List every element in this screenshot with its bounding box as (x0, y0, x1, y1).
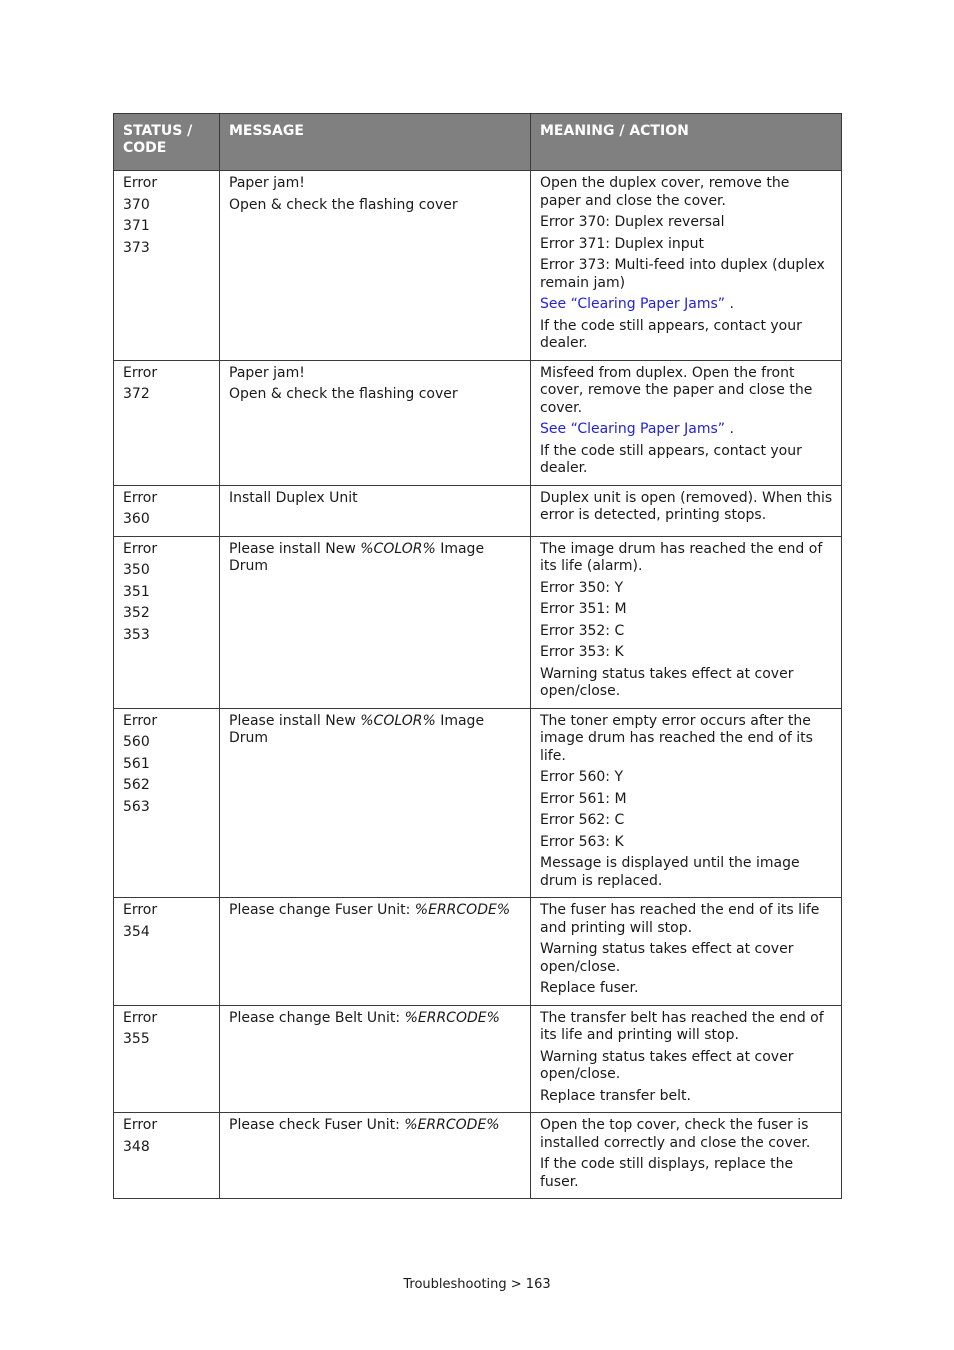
table-row (114, 898, 842, 1006)
meaning-cell (531, 1113, 842, 1199)
text-segment: Error 561: M (540, 790, 627, 807)
meaning-paragraph (540, 214, 833, 232)
table-row (114, 536, 842, 708)
meaning-paragraph (540, 1088, 833, 1106)
table-row (114, 360, 842, 485)
text-segment: Replace transfer belt. (540, 1087, 691, 1104)
error-code: 350 (123, 562, 150, 578)
text-segment: If the code still displays, replace the fuser. (540, 1156, 794, 1190)
text-segment: Error 353: K (540, 644, 624, 660)
error-code: 351 (123, 583, 150, 600)
message-cell (220, 1005, 531, 1113)
text-segment: Error 352: C (540, 622, 625, 639)
error-code: 561 (123, 755, 150, 772)
text-segment: The fuser has reached the end of its life and printing will stop. (540, 902, 820, 936)
table-body (114, 171, 842, 1199)
text-segment: Please change Fuser Unit: (229, 902, 415, 918)
meaning-paragraph (540, 318, 833, 353)
text-segment: Replace fuser. (540, 980, 639, 996)
meaning-paragraph (540, 834, 833, 852)
status-code-cell (114, 898, 220, 1006)
message-cell (220, 1113, 531, 1199)
placeholder-variable: %ERRCODE% (404, 1117, 500, 1133)
text-segment: Paper jam! (229, 364, 305, 381)
meaning-paragraph (540, 1117, 833, 1152)
status-label: Error (123, 364, 158, 381)
meaning-paragraph (540, 1156, 833, 1191)
text-segment: Install Duplex Unit (229, 489, 358, 506)
status-label: Error (123, 712, 158, 729)
error-code: 560 (123, 734, 150, 750)
text-segment: Error 351: M (540, 601, 627, 617)
meaning-paragraph (540, 769, 833, 787)
table-row (114, 485, 842, 536)
error-code: 352 (123, 605, 150, 621)
message-paragraph (229, 1010, 522, 1028)
message-paragraph (229, 197, 522, 215)
meaning-cell (531, 485, 842, 536)
meaning-paragraph (540, 175, 833, 210)
text-segment: Misfeed from duplex. Open the front cover, remove the paper and close the cover. (540, 364, 813, 416)
status-label: Error (123, 1009, 158, 1026)
meaning-paragraph (540, 791, 833, 809)
text-segment: Open the top cover, check the fuser is installed correctly and close the cover. (540, 1117, 811, 1151)
status-code-cell (114, 485, 220, 536)
status-label: Error (123, 540, 158, 557)
error-code: 563 (123, 798, 150, 815)
header-message: MESSAGE (220, 114, 531, 171)
message-paragraph (229, 902, 522, 920)
error-code-table (113, 113, 842, 1199)
message-paragraph (229, 490, 522, 508)
meaning-paragraph (540, 855, 833, 890)
table-row (114, 1113, 842, 1199)
meaning-paragraph (540, 490, 833, 525)
text-segment: Warning status takes effect at cover open/close. (540, 941, 794, 975)
error-code: 370 (123, 196, 150, 213)
status-label: Error (123, 1117, 158, 1133)
meaning-paragraph (540, 941, 833, 976)
text-segment: Open & check the flashing cover (229, 196, 458, 213)
clearing-paper-jams-link[interactable]: See “Clearing Paper Jams” (540, 296, 726, 312)
message-cell (220, 708, 531, 898)
text-segment: Open the duplex cover, remove the paper and close the cover. (540, 175, 790, 209)
placeholder-variable: %ERRCODE% (404, 1009, 500, 1026)
message-paragraph (229, 1117, 522, 1135)
error-code: 360 (123, 511, 150, 527)
meaning-paragraph (540, 601, 833, 619)
meaning-cell (531, 1005, 842, 1113)
text-segment: If the code still appears, contact your dealer. (540, 317, 802, 351)
message-cell (220, 536, 531, 708)
text-segment: Paper jam! (229, 175, 305, 191)
text-segment: Error 563: K (540, 833, 624, 850)
text-segment: The transfer belt has reached the end of its life and printing will stop. (540, 1009, 824, 1043)
meaning-paragraph (540, 365, 833, 418)
text-segment: Warning status takes effect at cover open/close. (540, 665, 794, 699)
error-code: 372 (123, 386, 150, 402)
meaning-paragraph (540, 257, 833, 292)
message-paragraph (229, 541, 522, 576)
text-segment: . (725, 296, 734, 312)
text-segment: . (725, 421, 734, 437)
text-segment: Please install New (229, 712, 361, 729)
meaning-cell (531, 536, 842, 708)
error-code: 371 (123, 218, 150, 234)
error-code: 354 (123, 923, 150, 940)
header-status-code: STATUS / CODE (114, 114, 220, 171)
text-segment: Duplex unit is open (removed). When this error is detected, printing stops. (540, 489, 833, 523)
meaning-cell (531, 708, 842, 898)
meaning-paragraph (540, 713, 833, 766)
text-segment: Error 560: Y (540, 769, 624, 785)
text-segment: Message is displayed until the image drum is replaced. (540, 855, 800, 889)
meaning-paragraph (540, 644, 833, 662)
meaning-paragraph (540, 1049, 833, 1084)
meaning-paragraph (540, 666, 833, 701)
text-segment: Please change Belt Unit: (229, 1009, 405, 1026)
meaning-paragraph (540, 623, 833, 641)
meaning-paragraph (540, 980, 833, 998)
status-code-cell (114, 360, 220, 485)
clearing-paper-jams-link[interactable]: See “Clearing Paper Jams” (540, 421, 726, 437)
status-code-cell (114, 536, 220, 708)
meaning-paragraph (540, 1010, 833, 1045)
text-segment: The toner empty error occurs after the image drum has reached the end of its life. (540, 712, 813, 764)
text-segment: Please install New (229, 540, 361, 557)
message-paragraph (229, 175, 522, 193)
message-cell (220, 485, 531, 536)
status-code-cell (114, 708, 220, 898)
error-code: 353 (123, 626, 150, 643)
meaning-paragraph (540, 296, 833, 314)
placeholder-variable: %COLOR% (360, 712, 436, 729)
message-cell (220, 171, 531, 361)
meaning-cell (531, 898, 842, 1006)
meaning-paragraph (540, 580, 833, 598)
text-segment: Image Drum (229, 540, 485, 574)
text-segment: Open & check the flashing cover (229, 386, 458, 402)
meaning-cell (531, 171, 842, 361)
message-paragraph (229, 386, 522, 404)
meaning-cell (531, 360, 842, 485)
placeholder-variable: %COLOR% (360, 540, 436, 557)
text-segment: The image drum has reached the end of its life (alarm). (540, 540, 823, 574)
meaning-paragraph (540, 443, 833, 478)
message-paragraph (229, 713, 522, 748)
text-segment: If the code still appears, contact your dealer. (540, 442, 802, 476)
message-cell (220, 898, 531, 1006)
table-row (114, 708, 842, 898)
message-cell (220, 360, 531, 485)
status-label: Error (123, 902, 158, 918)
status-code-cell (114, 1005, 220, 1113)
text-segment: Error 371: Duplex input (540, 235, 705, 252)
error-code: 348 (123, 1138, 150, 1155)
meaning-paragraph (540, 902, 833, 937)
text-segment: Please check Fuser Unit: (229, 1117, 405, 1133)
text-segment: Error 370: Duplex reversal (540, 214, 725, 230)
text-segment: Error 562: C (540, 812, 625, 828)
status-label: Error (123, 489, 158, 506)
text-segment: Image Drum (229, 712, 485, 746)
meaning-paragraph (540, 236, 833, 254)
placeholder-variable: %ERRCODE% (414, 902, 511, 918)
status-code-cell (114, 171, 220, 361)
text-segment: Error 350: Y (540, 579, 624, 596)
error-code: 373 (123, 239, 150, 256)
header-meaning-action: MEANING / ACTION (531, 114, 842, 171)
error-code: 355 (123, 1031, 150, 1047)
meaning-paragraph (540, 812, 833, 830)
error-code: 562 (123, 777, 150, 793)
status-code-cell (114, 1113, 220, 1199)
text-segment: Error 373: Multi-feed into duplex (duplex remain jam) (540, 257, 825, 291)
table-row (114, 171, 842, 361)
text-segment: Warning status takes effect at cover open/close. (540, 1048, 794, 1082)
message-paragraph (229, 365, 522, 383)
table-header-row (114, 114, 842, 171)
status-label: Error (123, 175, 158, 191)
meaning-paragraph (540, 421, 833, 439)
table-row (114, 1005, 842, 1113)
page-footer: Troubleshooting > 163 (403, 1277, 551, 1292)
meaning-paragraph (540, 541, 833, 576)
